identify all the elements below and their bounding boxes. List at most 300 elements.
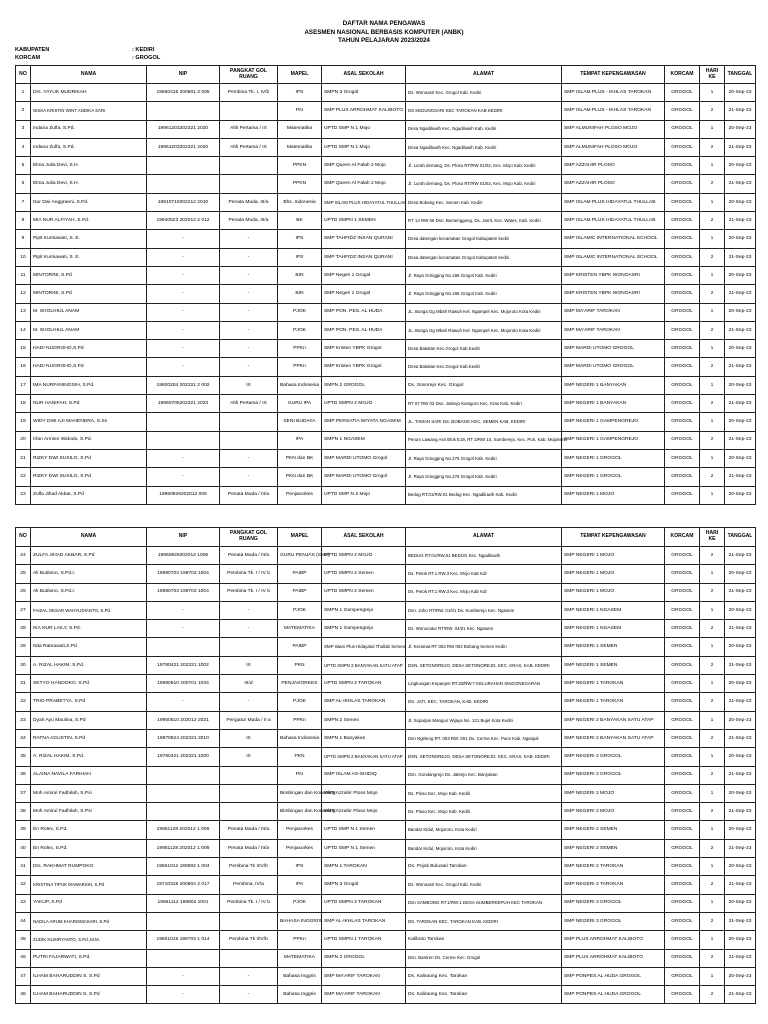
tempat-cell: SMP MARDI UTOMO GROGOL [562, 358, 665, 376]
nama-cell: RIZKY DWI SUSILO, S.Pd [31, 449, 147, 467]
korcam-cell: GROGOL [665, 321, 700, 339]
tanggal-cell: 21-Sep-23 [725, 138, 756, 156]
table-row [16, 693, 756, 711]
pangkat-cell: - [220, 266, 278, 284]
column-header-tanggal: TANGGAL [725, 66, 756, 84]
no-cell: 1 [16, 84, 31, 102]
no-cell: 12 [16, 285, 31, 303]
mapel-cell: IPA [278, 431, 322, 449]
tanggal-cell: 20-Sep-23 [725, 486, 756, 504]
pangkat-cell: - [220, 986, 278, 1004]
supervisors-table-2 [15, 527, 756, 1004]
pangkat-cell: Pembina Tk. I / IV b [220, 894, 278, 912]
pangkat-cell [220, 784, 278, 802]
column-header-alamat: ALAMAT [406, 528, 562, 547]
asal-sekolah-cell: UPTD SMPN 2 BANYAKAN SATU ATAP [322, 748, 406, 766]
pangkat-cell [220, 949, 278, 967]
mapel-cell: BIN [278, 266, 322, 284]
korcam-cell: GROGOL [665, 413, 700, 431]
no-cell: 41 [16, 858, 31, 876]
asal-sekolah-cell: UPTD SMPN 2 TAROKAN [322, 675, 406, 693]
nip-cell: 19910719202212 2010 [147, 193, 220, 211]
hari-cell: 2 [700, 358, 725, 376]
asal-sekolah-cell: SMP Kristen YBPK Grogol [322, 358, 406, 376]
mapel-cell: MATEMATIKA [278, 620, 322, 638]
pangkat-cell: Pembina Tk. I / IV b [220, 565, 278, 583]
nama-cell: KRISTINA TIPUK MAWARSIH, S.Pd [31, 876, 147, 894]
mapel-cell: PAI [278, 102, 322, 120]
asal-sekolah-cell: SMP AL-IKHLAS TAROKAN [322, 912, 406, 930]
hari-cell: 2 [700, 620, 725, 638]
nip-cell: 19951128 202012 1 006 [147, 839, 220, 857]
mapel-cell: Bahasa Inggris [278, 967, 322, 985]
tempat-cell: SMP NEGERI 2 SEMEN [562, 821, 665, 839]
nip-cell: 19651015 198703 1 014 [147, 931, 220, 949]
pangkat-cell: - [220, 285, 278, 303]
hari-cell: 2 [700, 248, 725, 266]
asal-sekolah-cell: UPTD SMPN 2 Semen [322, 565, 406, 583]
tanggal-cell: 20-Sep-23 [725, 711, 756, 729]
pangkat-cell [220, 766, 278, 784]
tanggal-cell: 21-Sep-23 [725, 693, 756, 711]
nip-cell: 19680510 200701 1034 [147, 675, 220, 693]
hari-cell: 1 [700, 675, 725, 693]
hari-cell: 2 [700, 949, 725, 967]
mapel-cell: Bimbingan dan Konseling [278, 803, 322, 821]
asal-sekolah-cell: SMP PON. PES. AL HUDA [322, 303, 406, 321]
asal-sekolah-cell: SMP AL-IKHLAS TAROKAN [322, 693, 406, 711]
nip-cell [147, 949, 220, 967]
korcam-cell: GROGOL [665, 449, 700, 467]
tempat-cell: SMP ISLAM PLUS HIDAYATUL THULLAB [562, 212, 665, 230]
nama-cell: Elma Julia Devi, S.H. [31, 157, 147, 175]
mapel-cell: Penjasorkes [278, 821, 322, 839]
korcam-cell: GROGOL [665, 931, 700, 949]
asal-sekolah-cell: SMPN 1 Gampengrejo [322, 620, 406, 638]
no-cell: 15 [16, 340, 31, 358]
tanggal-cell: 21-Sep-23 [725, 766, 756, 784]
column-header-nama: NAMA [31, 66, 147, 84]
mapel-cell: Bahasa Indonesia [278, 729, 322, 747]
alamat-cell: DSN. SETONOREJO, DESA SETONOREJO, KEC. KRAS, KAB. KEDIRI [406, 656, 562, 674]
column-header-hari: HARI KE [700, 66, 725, 84]
nip-cell: 19961203202321 2020 [147, 120, 220, 138]
alamat-cell: Kaliboto Tarokan [406, 931, 562, 949]
no-cell: 16 [16, 358, 31, 376]
nip-cell: - [147, 303, 220, 321]
table-row [16, 986, 756, 1004]
alamat-cell: Desa Bakalan Kec.Grogol Kab.Kediri [406, 358, 562, 376]
tempat-cell: SMP NEGERI 3 GROGOL [562, 912, 665, 930]
tanggal-cell: 20-Sep-23 [725, 748, 756, 766]
alamat-cell: Ds. Wonocatur RT/RW. 04/01 Kec. Ngasem [406, 620, 562, 638]
asal-sekolah-cell: SMP MARDI UTOMO Grogol [322, 468, 406, 486]
nama-cell: HADI NUGROHO,S.Pd [31, 340, 147, 358]
asal-sekolah-cell: UPTD SMP N 1 Semen [322, 821, 406, 839]
hari-cell: 1 [700, 120, 725, 138]
hari-cell: 2 [700, 547, 725, 565]
alamat-cell: Desa datengan kecamatan Grogol Kabupaten kediri [406, 230, 562, 248]
alamat-cell: Jl. Lurah demang, Ds. Ploso RT/RW 01/02, Kec. Mojo Kab. Kediri [406, 157, 562, 175]
column-header-nip: NIP [147, 528, 220, 547]
mapel-cell: Bahasa Inggris [278, 986, 322, 1004]
alamat-cell: Ds. Petok RT.1 RW.3 Kec. Mojo Kab Kdr [406, 565, 562, 583]
nip-cell: 19680703 198703 1004 [147, 583, 220, 601]
nip-cell: 19710319 200604 2 017 [147, 876, 220, 894]
no-cell: 27 [16, 601, 31, 619]
pangkat-cell: - [220, 693, 278, 711]
korcam-cell: GROGOL [665, 729, 700, 747]
nama-cell: Nita Ratnawati,S.Pd [31, 638, 147, 656]
nip-cell: 19960828202012 005 [147, 486, 220, 504]
table-row [16, 839, 756, 857]
kabupaten-label: KABUPATEN [15, 47, 50, 53]
nama-cell: Pipit Kurniawati, S. E. [31, 248, 147, 266]
table-row [16, 803, 756, 821]
column-header-korcam: KORCAM [665, 66, 700, 84]
alamat-cell: Dsn SAMBONG RT:1/RW:1 DESA SUMBERKEPUH KEC TAROKAN [406, 894, 562, 912]
hari-cell: 2 [700, 395, 725, 413]
column-header-tanggal: TANGGAL [725, 528, 756, 547]
tanggal-cell: 20-Sep-23 [725, 303, 756, 321]
nama-cell: IKA NUR LAILY, S.Pd. [31, 620, 147, 638]
hari-cell: 1 [700, 711, 725, 729]
table-row [16, 601, 756, 619]
tanggal-cell: 21-Sep-23 [725, 358, 756, 376]
tanggal-cell: 21-Sep-23 [725, 212, 756, 230]
mapel-cell: IPS [278, 230, 322, 248]
korcam-cell: GROGOL [665, 266, 700, 284]
mapel-cell: PKN [278, 748, 322, 766]
mapel-cell: SENI BUDAYA [278, 413, 322, 431]
alamat-cell: Jl. Raya Gringging No.196 Grogol Kab. Kediri [406, 285, 562, 303]
alamat-cell: Dsn. Bantren Ds. Cerme Kec. Grogol [406, 949, 562, 967]
pangkat-cell: III/d [220, 675, 278, 693]
table-row [16, 340, 756, 358]
column-header-pangkat: PANGKAT GOL RUANG [220, 66, 278, 84]
tempat-cell: SMP PLUS ARROHMAT KALIBOTO [562, 931, 665, 949]
asal-sekolah-cell: SMP Kristen YBPK Grogol [322, 340, 406, 358]
korcam-cell: GROGOL [665, 376, 700, 394]
pangkat-cell [220, 638, 278, 656]
hari-cell: 1 [700, 376, 725, 394]
no-cell: 38 [16, 803, 31, 821]
nama-cell: Zulfa Jihad Akbar, S.Pd [31, 486, 147, 504]
korcam-cell: GROGOL [665, 894, 700, 912]
tempat-cell: SMP PLUS ARROHMAT KALIBOTO [562, 949, 665, 967]
hari-cell: 2 [700, 431, 725, 449]
asal-sekolah-cell: SMP MARDI UTOMO Grogol [322, 449, 406, 467]
hari-cell: 2 [700, 729, 725, 747]
korcam-label: KORCAM [15, 54, 41, 61]
mapel-cell: PAI [278, 766, 322, 784]
pangkat-cell [220, 912, 278, 930]
nip-cell: - [147, 449, 220, 467]
nama-cell: En Rolex, S.Pd. [31, 839, 147, 857]
hari-cell: 2 [700, 468, 725, 486]
mapel-cell: PJOK [278, 601, 322, 619]
tanggal-cell: 20-Sep-23 [725, 449, 756, 467]
korcam-cell: GROGOL [665, 693, 700, 711]
alamat-cell: DS. TAROKAN KEC. TAROKAN KAB. KEDIRI [406, 912, 562, 930]
pangkat-cell: - [220, 967, 278, 985]
korcam-cell: GROGOL [665, 285, 700, 303]
mapel-cell: PPKn [278, 711, 322, 729]
asal-sekolah-cell: SMP MA'ARIF TAROKAN [322, 967, 406, 985]
table-row [16, 138, 756, 156]
mapel-cell: PAIBP [278, 565, 322, 583]
no-cell: 5 [16, 157, 31, 175]
column-header-tempat: TEMPAT KEPENGAWASAN [562, 66, 665, 84]
table-row [16, 376, 756, 394]
tempat-cell: SMP NEGERI 1 MOJO [562, 547, 665, 565]
mapel-cell: PPKn [278, 931, 322, 949]
alamat-cell: Desa Bakalan Kec.Grogol Kab.Kediri [406, 340, 562, 358]
hari-cell: 2 [700, 321, 725, 339]
supervisors-table-1 [15, 65, 756, 505]
nama-cell: A. RIZAL HAKIM, S.Pd. [31, 656, 147, 674]
korcam-cell: GROGOL [665, 803, 700, 821]
mapel-cell: Bhs. Indonesia [278, 193, 322, 211]
mapel-cell: Penjasorkes [278, 839, 322, 857]
nama-cell: Indana Zulfa, S.Pd. [31, 120, 147, 138]
no-cell: 22 [16, 468, 31, 486]
asal-sekolah-cell: UPTD SMPN 2 TAROKAN [322, 894, 406, 912]
hari-cell: 2 [700, 583, 725, 601]
table-row [16, 486, 756, 504]
no-cell: 36 [16, 766, 31, 784]
no-cell: 43 [16, 894, 31, 912]
hari-cell: 1 [700, 230, 725, 248]
tanggal-cell: 21-Sep-23 [725, 583, 756, 601]
mapel-cell: Bahasa Indonesia [278, 376, 322, 394]
no-cell: 23 [16, 486, 31, 504]
hari-cell: 2 [700, 839, 725, 857]
korcam-cell: GROGOL [665, 986, 700, 1004]
no-cell: 29 [16, 638, 31, 656]
document-subtitle: ASESMEN NASIONAL BERBASIS KOMPUTER (ANBK) [304, 28, 464, 36]
hari-cell: 1 [700, 157, 725, 175]
document-header [0, 20, 768, 46]
tanggal-cell: 20-Sep-23 [725, 931, 756, 949]
tanggal-cell: 21-Sep-23 [725, 248, 756, 266]
table-row [16, 303, 756, 321]
korcam-cell: GROGOL [665, 748, 700, 766]
no-cell: 34 [16, 729, 31, 747]
korcam-cell: GROGOL [665, 340, 700, 358]
tanggal-cell: 21-Sep-23 [725, 986, 756, 1004]
korcam-cell: GROGOL [665, 486, 700, 504]
asal-sekolah-cell: SMP Islam Plus Hidayatul Thullab Semen [322, 638, 406, 656]
nip-cell: 19950510 202012 2021 [147, 711, 220, 729]
mapel-cell: PENJASORKES [278, 675, 322, 693]
no-cell: 18 [16, 395, 31, 413]
korcam-cell: GROGOL [665, 431, 700, 449]
nip-cell: - [147, 693, 220, 711]
tempat-cell: SMP ISLAMIC INTERNATIONAL SCHOOL [562, 248, 665, 266]
alamat-cell: Desa datengan kecamatan Grogol Kabupaten kediri [406, 248, 562, 266]
tempat-cell: SMP NEGERI 3 GROGOL [562, 894, 665, 912]
mapel-cell: PPKn [278, 358, 322, 376]
mapel-cell: PKN dan BK [278, 449, 322, 467]
nama-cell: En Rolex, S.Pd. [31, 821, 147, 839]
korcam-cell: GROGOL [665, 193, 700, 211]
nip-cell: 19661012 199802 1 004 [147, 858, 220, 876]
asal-sekolah-cell: SMP ISLAM PLUS HIDAYATUL THULLAB [322, 193, 406, 211]
table-row [16, 784, 756, 802]
asal-sekolah-cell: SMPN 1 Gampengrejo [322, 601, 406, 619]
asal-sekolah-cell: SMP PLUS ARROHMAT KALIBOTO [322, 102, 406, 120]
tempat-cell: SMP NEGERI 2 GROGOL [562, 748, 665, 766]
nip-cell: - [147, 967, 220, 985]
table-row [16, 212, 756, 230]
table-row [16, 711, 756, 729]
korcam-cell: GROGOL [665, 248, 700, 266]
no-cell: 24 [16, 547, 31, 565]
mapel-cell: MATEMATIKA [278, 949, 322, 967]
hari-cell: 1 [700, 931, 725, 949]
tanggal-cell: 21-Sep-23 [725, 547, 756, 565]
tanggal-cell: 20-Sep-23 [725, 675, 756, 693]
no-cell: 20 [16, 431, 31, 449]
table-row [16, 748, 756, 766]
korcam-cell: GROGOL [665, 138, 700, 156]
tanggal-cell: 20-Sep-23 [725, 858, 756, 876]
pangkat-cell: Pembina Tk. I / IV b [220, 583, 278, 601]
asal-sekolah-cell: UPTD SMPN 1 TAROKAN [322, 931, 406, 949]
no-cell: 31 [16, 675, 31, 693]
hari-cell: 1 [700, 340, 725, 358]
alamat-cell: DS KEDUNGSARI KEC TAROKAN KAB KEDIRI [406, 102, 562, 120]
nip-cell: - [147, 358, 220, 376]
alamat-cell: Ds. Ploso Kec. Mojo Kab. Kediri [406, 784, 562, 802]
table-row [16, 675, 756, 693]
nip-cell: - [147, 986, 220, 1004]
nip-cell: 19960828202012 1005 [147, 547, 220, 565]
asal-sekolah-cell: UPTD SMP N 1 Mojo [322, 138, 406, 156]
table-row [16, 157, 756, 175]
table-row [16, 285, 756, 303]
pangkat-cell: - [220, 230, 278, 248]
korcam-cell: GROGOL [665, 303, 700, 321]
nip-cell [147, 912, 220, 930]
no-cell: 26 [16, 583, 31, 601]
alamat-cell: Ds. Kaliraong Kec. Tarokan [406, 986, 562, 1004]
tempat-cell: SMP NEGERI 2 TAROKAN [562, 858, 665, 876]
tempat-cell: SMP ISLAM PLUS - IKHLAS TAROKAN [562, 102, 665, 120]
mapel-cell: Bimbingan dan Konseling [278, 784, 322, 802]
nama-cell: Moh Amirul Fadhilah, S.Psi [31, 784, 147, 802]
asal-sekolah-cell: UPTD SMP N 1 Semen [322, 839, 406, 857]
nama-cell: ZULFA JIHAD AKBAR, S.Pd [31, 547, 147, 565]
asal-sekolah-cell: SMPN 2 Semen [322, 711, 406, 729]
korcam-cell: GROGOL [665, 949, 700, 967]
mapel-cell: BAHASA INGGRIS [278, 912, 322, 930]
nama-cell: Ali Budiono, S.Pd.I. [31, 565, 147, 583]
asal-sekolah-cell: SMPN 3 Grogol [322, 84, 406, 102]
nip-cell [147, 102, 220, 120]
alamat-cell: Dsn. Joho RT/RW. 01/01 Ds. Sumberejo Kec. Ngasem [406, 601, 562, 619]
nama-cell: Pipit Kurniawati, S. E. [31, 230, 147, 248]
tanggal-cell: 20-Sep-23 [725, 230, 756, 248]
nip-cell: - [147, 230, 220, 248]
tempat-cell: SMP NEGERI 1 NGASEM [562, 601, 665, 619]
nip-cell: - [147, 285, 220, 303]
asal-sekolah-cell: SMPN 1 TAROKAN [322, 858, 406, 876]
asal-sekolah-cell: UPTD SMPN 2 MOJO [322, 395, 406, 413]
table-row [16, 638, 756, 656]
hari-cell: 2 [700, 876, 725, 894]
alamat-cell: Jl. Raya Gringging No.276 Grogol Kab. Kediri [406, 449, 562, 467]
mapel-cell: IPA [278, 876, 322, 894]
hari-cell: 1 [700, 486, 725, 504]
nama-cell: ILHAM BAHARUDDIN S, S.Pd [31, 986, 147, 1004]
asal-sekolah-cell: SMP MA'ARIF TAROKAN [322, 986, 406, 1004]
tanggal-cell: 21-Sep-23 [725, 102, 756, 120]
nama-cell: Moh Amirul Fadhilah, S.Psi [31, 803, 147, 821]
korcam-cell: GROGOL [665, 212, 700, 230]
nama-cell: IMA NURFANINGSIH, S.Pd. [31, 376, 147, 394]
tempat-cell: SMP NEGERI 2 BANYAKAN SATU ATAP [562, 711, 665, 729]
mapel-cell: Penjasorkes [278, 486, 322, 504]
tanggal-cell: 20-Sep-23 [725, 638, 756, 656]
pangkat-cell: - [220, 248, 278, 266]
hari-cell: 2 [700, 138, 725, 156]
tempat-cell: SMP NEGERI 2 GROGOL [562, 766, 665, 784]
no-cell: 40 [16, 839, 31, 857]
nip-cell [147, 638, 220, 656]
nama-cell: ZUDIK NUSIRYANTO, S.Pd.,M.M. [31, 931, 147, 949]
nip-cell: 19970824 202321 2010 [147, 729, 220, 747]
asal-sekolah-cell: SMP ISLAM AS-SHIDIQ [322, 766, 406, 784]
alamat-cell: Ds. Kaliraong Kec. Tarokan [406, 967, 562, 985]
tanggal-cell: 21-Sep-23 [725, 876, 756, 894]
nama-cell: ALAINA NAVILA FARIHAH [31, 766, 147, 784]
no-cell: 11 [16, 266, 31, 284]
asal-sekolah-cell: SMPN 1 Banyakan [322, 729, 406, 747]
korcam-cell: GROGOL [665, 858, 700, 876]
column-header-asal-sekolah: ASAL SEKOLAH [322, 528, 406, 547]
table-row [16, 547, 756, 565]
pangkat-cell: Penata Muda / III/a [220, 821, 278, 839]
hari-cell: 1 [700, 821, 725, 839]
column-header-mapel: MAPEL [278, 528, 322, 547]
alamat-cell: Ds. Ploso Kec. Mojo Kab. Kediri [406, 803, 562, 821]
nip-cell: - [147, 266, 220, 284]
table-body-2 [16, 547, 756, 1004]
asal-sekolah-cell: SMP PERSATIA WIYATA NGASEM [322, 413, 406, 431]
korcam-cell: GROGOL [665, 620, 700, 638]
asal-sekolah-cell: SMPN 2 GROGOL [322, 376, 406, 394]
table-row [16, 120, 756, 138]
column-header-tempat: TEMPAT KEPENGAWASAN [562, 528, 665, 547]
table-row [16, 894, 756, 912]
hari-cell: 1 [700, 967, 725, 985]
mapel-cell: PKN dan BK [278, 468, 322, 486]
asal-sekolah-cell: SMP Azzahir Ploso Mojo [322, 784, 406, 802]
table-row [16, 766, 756, 784]
tanggal-cell: 20-Sep-23 [725, 821, 756, 839]
nip-cell: 19661112 199802 1001 [147, 894, 220, 912]
column-header-alamat: ALAMAT [406, 66, 562, 84]
nama-cell: ILHAM BAHARUDDIN S, S.Pd [31, 967, 147, 985]
tempat-cell: SMP ISLAM PLUS HIDAYATUL THULLAB [562, 193, 665, 211]
pangkat-cell: Ahli Pertama / IX [220, 138, 278, 156]
tempat-cell: SMP PONPES AL HUDA GROGOL [562, 986, 665, 1004]
nip-cell [147, 413, 220, 431]
nama-cell: FAIZAL OESAR WAHYUDIANTO, S.Pd [31, 601, 147, 619]
asal-sekolah-cell: SMPN 1 NGASEM [322, 431, 406, 449]
